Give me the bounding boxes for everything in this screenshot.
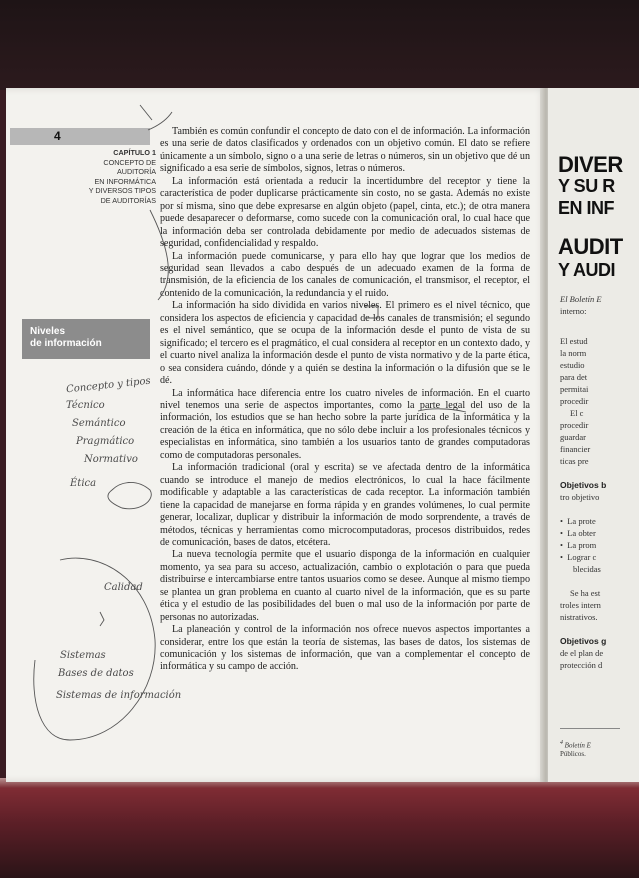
side-heading-line: Niveles	[30, 326, 66, 337]
chapter-title-line: AUDITORÍA	[116, 167, 156, 177]
footnote-line: Públicos.	[560, 750, 586, 758]
right-page-text-line: permitai	[560, 384, 589, 394]
bullet-text: La prom	[567, 540, 597, 550]
right-page-text-line: guardar	[560, 432, 586, 442]
handwritten-note: Pragmático	[76, 436, 135, 447]
right-page-objectives-heading: Objetivos b	[560, 480, 607, 490]
right-page-heading-line: Y SU R	[558, 176, 615, 196]
right-page-heading-line: Y AUDI	[558, 260, 616, 280]
right-page-text-line: financier	[560, 444, 591, 454]
right-page-text-line: para det	[560, 372, 588, 382]
right-page-objectives-heading-2: Objetivos g	[560, 636, 607, 646]
right-page-para-line: troles intern	[560, 600, 601, 610]
handwritten-note: Ética	[70, 478, 97, 489]
footnote-rule	[560, 728, 620, 729]
right-page-text-line: estudio	[560, 360, 585, 370]
right-page-heading-line: EN INF	[558, 198, 615, 218]
bullet-text: La obter	[567, 528, 596, 538]
bullet-continuation: blecidas	[573, 564, 601, 574]
paragraph: La informática hace diferencia entre los cuatro niveles de información. En el cuarto nivel tenemos una serie de aspectos importantes, como la parte legal del uso de la información, los estudios que se han hecho sobre la parte jurídica de la informática y la creación de la ética en informática, que no sólo debe incluir a los profesionales técnicos y especialistas en informática, sino también a los usuarios tanto de grandes computadoras como de computadoras personales.	[160, 387, 530, 461]
right-page-para-line: Se ha est	[570, 588, 601, 598]
handwritten-note: Normativo	[84, 454, 138, 465]
bullet-text: Lograr c	[567, 552, 597, 562]
handwritten-note: Sistemas	[60, 650, 106, 661]
right-page-text-line: El c	[570, 408, 584, 418]
handwritten-note: Técnico	[66, 400, 105, 411]
handwritten-note: Concepto y tipos	[65, 375, 152, 396]
right-page-text-line: El estud	[560, 336, 588, 346]
right-page-text-line: procedir	[560, 396, 589, 406]
right-page-intro: interno:	[560, 306, 587, 316]
page-number: 4	[54, 129, 61, 143]
bullet-item: • La obter	[560, 528, 596, 538]
right-page-text-line: procedir	[560, 420, 589, 430]
footnote-text: Boletín E	[564, 741, 591, 750]
right-page	[548, 88, 639, 782]
chapter-title-line: EN INFORMÁTICA	[94, 176, 156, 186]
right-page-intro: El Boletín E	[560, 294, 602, 304]
paragraph: La planeación y control de la información nos ofrece nuevos aspectos importantes a considerar, entre los que están la teoría de sistemas, las bases de datos, los sistemas de comunicación y los sistemas de información, que van a complementar el concepto de informática y su campo de acción.	[160, 624, 530, 673]
paragraph: La nueva tecnología permite que el usuario disponga de la información en cualquier momento, ya sea para su acceso, actualización, cambio o explotación o para que pueda distribuirse e intercambiarse entre tantos usuarios como se desee. Aunque al mismo tiempo se plantea un gran problema en cuanto al cuarto nivel de la información, que es su parte ética y el estudio de las posibilidades del buen o mal uso de la información por parte de personas no autorizadas.	[160, 549, 530, 623]
handwritten-note: Bases de datos	[58, 668, 134, 679]
right-page-heading-line: DIVER	[558, 152, 623, 177]
handwritten-note: Calidad	[104, 582, 143, 593]
chapter-title-line: CONCEPTO DE	[103, 157, 156, 167]
bullet-item: • Lograr c	[560, 552, 597, 562]
right-page-text-line: ticas pre	[560, 456, 589, 466]
paragraph: También es común confundir el concepto de dato con el de información. La información es una serie de datos clasificados y ordenados con un objetivo común. El dato se refiere únicamente a un símbolo, signo o a una serie de letras o números, sin un objetivo que dé un significado a esa serie de símbolos, signos, letras o números.	[160, 126, 530, 175]
right-page-objectives-intro: tro objetivo	[560, 492, 600, 502]
paragraph: La información ha sido dividida en varios niveles. El primero es el nivel técnico, que considera los aspectos de eficiencia y capacidad de los canales de transmisión; el segundo es el nivel semántico, que se ocupa de la información desde el punto de vista de su significado; el tercero es el pragmático, el cual considera al receptor en un contexto dado, y el cuarto nivel analiza la información desde el punto de vista normativo y de la parte ética, o sea considera cuándo, dónde y a quién se destina la información o la difusión que se le dé.	[160, 300, 530, 387]
bullet-text: La prote	[567, 516, 596, 526]
chapter-title-line: Y DIVERSOS TIPOS	[88, 186, 156, 196]
right-page-para-line: de el plan de	[560, 648, 604, 658]
bullet-item: • La prom	[560, 540, 597, 550]
right-page-para-line: nistrativos.	[560, 612, 598, 622]
chapter-number: CAPÍTULO 1	[113, 148, 156, 157]
handwritten-note: Semántico	[72, 418, 126, 429]
footnote-line: $^4$ Boletín E	[560, 740, 591, 750]
right-page-para-line: protección d	[560, 660, 603, 670]
handwritten-note: Sistemas de información	[56, 690, 182, 701]
paragraph: La información puede comunicarse, y para ello hay que lograr que los medios de seguridad sean llevados a cabo después de un adecuado examen de la forma de transmisión, de la eficiencia de los canales de comunicación, el transmisor, el receptor, el contenido de la comunicación, la redundancia y el ruido.	[160, 250, 530, 299]
paragraph: La información está orientada a reducir la incertidumbre del receptor y tiene la característica de poder duplicarse prácticamente sin costo, no se gasta. Además no existe por sí misma, sino que debe expresarse en algún objeto (papel, cinta, etc.); de otra manera puede desaparecer o deformarse, como sucede con la comunicación oral, lo cual hace que la información deba ser controlada debidamente por medio de adecuados sistemas de seguridad, confidencialidad y respaldo.	[160, 175, 530, 250]
right-page-text-line: la norm	[560, 348, 587, 358]
chapter-title-line: DE AUDITORÍAS	[100, 195, 156, 205]
bullet-item: • La prote	[560, 516, 596, 526]
paragraph: La información tradicional (oral y escrita) se ve afectada dentro de la informática cuando se introduce el manejo de medios electrónicos, lo cual la hace fácilmente modificable y adaptable a las características de cada receptor. La información también tiene la capacidad de manejarse en forma rápida y en grandes volúmenes, lo cual permite generar, localizar, duplicar y distribuir la información de modo sorprendente, a través de métodos, técnicas y herramientas como microcomputadoras, procesos distribuidos, redes de comunicación, bases de datos, etcétera.	[160, 462, 530, 548]
right-page-heading-line: AUDIT	[558, 234, 623, 259]
side-heading-line: de información	[30, 338, 102, 349]
